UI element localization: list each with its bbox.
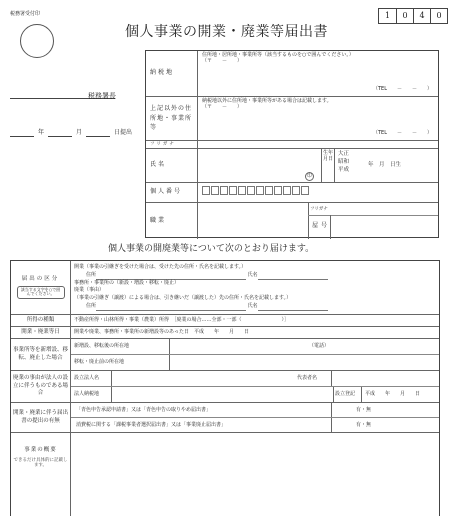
address-prefix: 住所 (86, 302, 97, 309)
corp-row (11, 371, 439, 403)
birth-date-field[interactable]: 年 月 日生 (368, 162, 402, 168)
other-address-note: 納税地以外に住所地・事業所等がある場合は記載します。 (202, 98, 332, 104)
seal-mark: 印 (305, 172, 314, 181)
postal-code: （〒 － ） (202, 103, 243, 110)
blue-form-label: 「青色申告承認申請書」又は「青色申告の取りやめ届出書」 (76, 407, 212, 413)
month-label: 月 (76, 129, 83, 136)
haigyou-note: （事業の引継ぎ（譲渡）による場合は、引き継いだ（譲渡した）先の住所・氏名を記載します。） (74, 295, 292, 301)
consumption-form-label: 消費税に関する「課税事業者選択届出書」又は「事業廃止届出書」 (76, 422, 227, 428)
kaigyou-option: 開業（事業の引継ぎを受けた場合は、受けた先の住所・氏名を記載します。） (74, 264, 247, 270)
form-code-box (378, 8, 448, 24)
section-title: 個人事業の開廃業等について次のとおり届けます。 (108, 244, 315, 254)
tax-address-row (146, 51, 438, 97)
submission-day-field[interactable] (86, 131, 110, 137)
divider (111, 371, 112, 386)
form-code-digit: 1 (384, 11, 391, 21)
era-options[interactable] (338, 151, 349, 175)
corp-label: 廃業の事由が法人の設立に伴うものである場合 (11, 371, 71, 402)
other-address-tel: （TEL － － ） (372, 130, 432, 136)
kubun-row (11, 261, 439, 315)
applicant-table (145, 50, 439, 238)
name-prefix: 氏名 (247, 271, 258, 278)
name-field[interactable] (202, 151, 318, 181)
divider (169, 339, 170, 354)
kubun-note: 該当する文字を○で囲んでください。 (17, 286, 65, 299)
haigyou-option: 廃業（事由） (74, 287, 105, 294)
kubun-options[interactable] (74, 264, 435, 311)
other-address-field[interactable] (202, 98, 434, 136)
income-label: 所得の種類 (11, 315, 71, 326)
furigana-label: フリガナ (146, 141, 198, 148)
furigana-row (146, 141, 438, 149)
name-row (146, 149, 438, 183)
blue-form-row (71, 403, 439, 418)
tax-office-chief-label: 税務署長 (88, 92, 116, 100)
blue-yes-no[interactable]: 有・無 (356, 407, 372, 413)
divider (111, 387, 112, 403)
other-address-row (146, 97, 438, 141)
haigyou-successor (74, 303, 435, 311)
summary-field[interactable] (74, 433, 435, 516)
divider (321, 149, 322, 182)
postal-code: （〒 － ） (202, 57, 243, 64)
office-tel-label: （電話） (309, 343, 330, 349)
submission-year-field[interactable] (10, 131, 34, 137)
divider (308, 215, 438, 216)
other-address-label: 上記以外の住所地・事業所等 (146, 97, 198, 140)
tax-address-tel: （TEL － － ） (372, 86, 432, 92)
office-label: 事業所等を新増設、移転、廃止した場合 (11, 339, 71, 370)
details-table (10, 260, 440, 516)
office-old-row (71, 355, 439, 371)
corp-tax-label: 法人納税地 (74, 391, 100, 397)
corp-date-field[interactable]: 平成 年 月 日 (365, 391, 421, 397)
mynumber-field[interactable] (202, 186, 310, 195)
corp-name-row (71, 371, 439, 387)
income-options[interactable]: 不動産所得・山林所得・事業（農業）所得 ［廃業の場合……全部・一部（ ）］ (74, 317, 290, 323)
office-old-label: 移転・廃止前の所在地 (74, 359, 125, 365)
name-prefix: 氏名 (247, 302, 258, 309)
income-row (11, 315, 439, 327)
kubun-label: 届出の区分 (21, 276, 60, 283)
divider (333, 387, 334, 403)
form-code-digit: 0 (430, 9, 447, 23)
divider (331, 371, 332, 386)
corp-rep-label: 代表者名 (297, 375, 318, 381)
trade-name-label: 屋号 (312, 222, 331, 229)
divider (361, 387, 362, 403)
date-field[interactable]: 開業や廃業、事務所・事業所の新増設等のあった日 平成 年 月 日 (74, 329, 249, 335)
office-option: 事務所・事業所の（新設・増設・移転・廃止） (74, 279, 180, 286)
corp-date-label: 設立登記 (335, 391, 356, 397)
corp-tax-row (71, 387, 439, 403)
receipt-stamp-circle (20, 24, 54, 58)
divider (330, 215, 331, 239)
divider (331, 403, 332, 417)
year-label: 年 (38, 129, 45, 136)
form-code-digit: 4 (413, 9, 430, 23)
address-prefix: 住所 (86, 271, 97, 278)
job-row (146, 203, 438, 239)
summary-label-cell (11, 433, 71, 516)
forms-label: 開業・廃業に伴う届出書の提出の有無 (11, 403, 71, 432)
office-row (11, 339, 439, 371)
era-heisei: 平成 (338, 166, 350, 173)
name-label: 氏名 (146, 149, 198, 182)
kaigyou-successor (74, 272, 435, 280)
date-row (11, 327, 439, 339)
trade-furigana-label: フリガナ (310, 207, 328, 212)
office-new-label: 新増設、移転後の所在地 (74, 343, 130, 349)
date-label: 開業・廃業等日 (11, 327, 71, 338)
tax-address-note: 住所地・居所地・事業所等（該当するものを○で囲んでください。） (202, 52, 354, 58)
tax-address-field[interactable] (202, 52, 434, 92)
job-label: 職業 (146, 203, 198, 239)
summary-row (11, 433, 439, 516)
era-taisho: 大正 (338, 151, 350, 157)
consumption-yes-no[interactable]: 有・無 (356, 422, 372, 428)
kubun-label-cell (11, 261, 71, 314)
divider (334, 149, 335, 182)
divider (308, 203, 309, 239)
divider (169, 355, 170, 371)
consumption-form-row (71, 418, 439, 433)
forms-row (11, 403, 439, 433)
mynumber-label: 個人番号 (146, 183, 198, 202)
form-code-digit: 0 (396, 9, 413, 23)
submission-date (10, 130, 132, 137)
office-stamp-label: 税務署受付印 (10, 11, 41, 17)
day-label: 日提出 (114, 129, 133, 136)
mynumber-row (146, 183, 438, 203)
tax-address-label: 納税地 (146, 51, 198, 96)
birth-label: 生年月日 (323, 150, 334, 162)
corp-name-label: 設立法人名 (74, 375, 100, 381)
divider (331, 418, 332, 433)
job-field[interactable] (202, 205, 308, 235)
era-showa: 昭和 (338, 158, 350, 165)
office-new-row (71, 339, 439, 355)
submission-month-field[interactable] (48, 131, 72, 137)
document-title: 個人事業の開業・廃業等届出書 (125, 24, 328, 40)
summary-note: できるだけ具体的に記載します。 (13, 458, 68, 469)
summary-label: 事業の概要 (24, 447, 57, 453)
